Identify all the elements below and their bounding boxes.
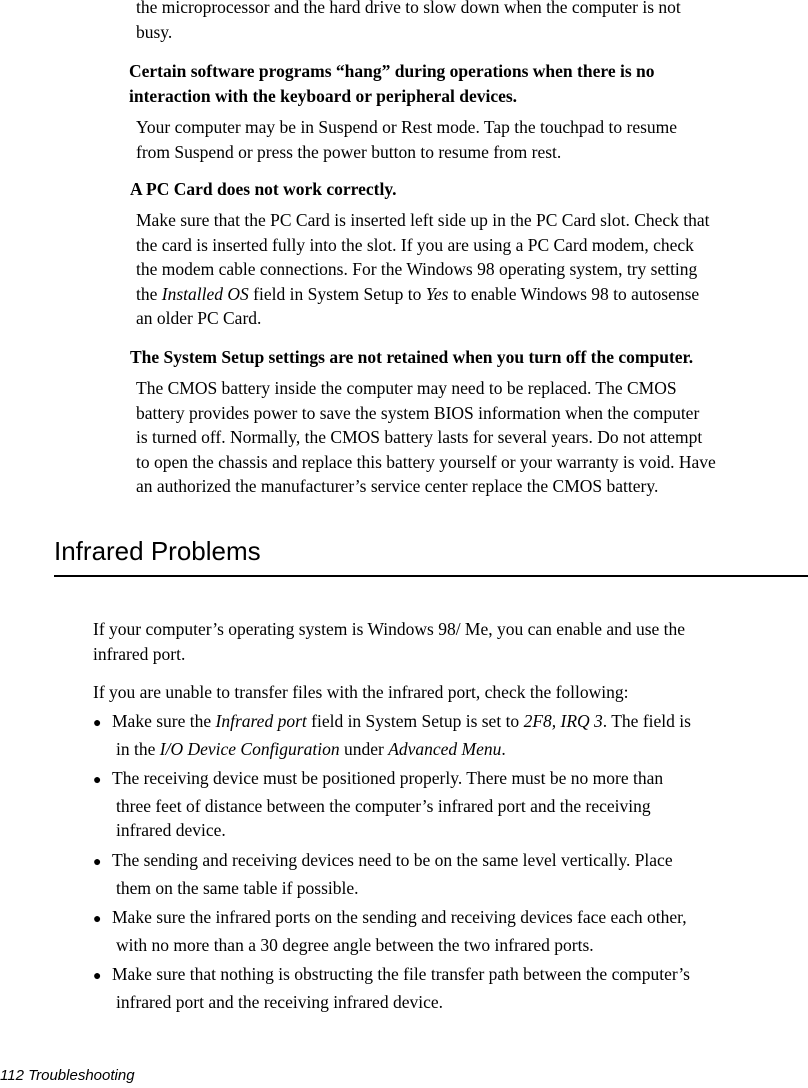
menu-name-advanced: Advanced Menu <box>388 738 502 759</box>
text-run: under <box>339 738 389 759</box>
text-line: infrared port. <box>93 643 186 664</box>
text-line: three feet of distance between the computer’s infrared port and the receiving <box>116 795 651 816</box>
text-line <box>93 709 691 737</box>
text-line: infrared device. <box>116 820 226 840</box>
faq-question-hang <box>129 59 655 108</box>
bullet-dot-icon: ● <box>93 912 102 927</box>
text-run: field in System Setup to <box>248 283 426 304</box>
section-title: Infrared Problems <box>54 536 261 566</box>
text-run: the <box>136 283 162 304</box>
infrared-intro <box>93 617 685 666</box>
list-item <box>93 848 673 900</box>
bullet-dot-icon: ● <box>93 716 102 731</box>
text-line <box>93 737 691 762</box>
question-line: The System Setup settings are not retained when you turn off the computer. <box>130 347 694 367</box>
text-line: infrared port and the receiving infrared device. <box>116 991 443 1012</box>
intro-continuation <box>136 0 681 44</box>
question-line: A PC Card does not work correctly. <box>130 179 397 199</box>
text-line: with no more than a 30 degree angle between the two infrared ports. <box>116 934 594 955</box>
text-run: in the <box>116 738 160 759</box>
faq-answer-pc-card <box>136 208 710 331</box>
answer-line: the card is inserted fully into the slot. If you are using a PC Card modem, check <box>136 234 694 255</box>
text-run: . The field is <box>602 711 691 731</box>
text-run: The receiving device must be positioned properly. There must be no more than <box>112 768 664 788</box>
faq-answer-system-setup <box>136 376 716 499</box>
infrared-checklist-intro <box>93 680 629 705</box>
list-item <box>93 962 690 1014</box>
list-item <box>93 905 687 957</box>
text-run: Make sure the <box>112 711 216 731</box>
question-line: interaction with the keyboard or peripheral devices. <box>129 85 518 106</box>
text-line <box>93 905 687 933</box>
text-line: If your computer’s operating system is Windows 98/ Me, you can enable and use the <box>93 619 686 639</box>
bullet-dot-icon: ● <box>93 773 102 788</box>
text-run: Make sure the infrared ports on the sending and receiving devices face each other, <box>112 907 687 927</box>
text-line <box>93 766 663 794</box>
text-run: The sending and receiving devices need to be on the same level vertically. Place <box>112 850 673 870</box>
section-divider <box>54 575 808 577</box>
field-value-yes: Yes <box>425 283 449 304</box>
list-item <box>93 766 663 843</box>
text-line <box>93 848 673 876</box>
text-line: busy. <box>136 21 173 42</box>
faq-answer-hang <box>136 115 677 164</box>
field-name-infrared-port: Infrared port <box>215 711 307 731</box>
field-name-installed-os: Installed OS <box>161 283 249 304</box>
menu-name-io-device: I/O Device Configuration <box>159 738 340 759</box>
answer-line <box>136 282 710 307</box>
text-line <box>93 962 690 990</box>
page-footer: 112 Troubleshooting <box>0 1067 135 1084</box>
text-line: them on the same table if possible. <box>116 877 359 898</box>
question-line: Certain software programs “hang” during operations when there is no <box>129 61 655 81</box>
text-run: field in System Setup is set to <box>306 711 524 731</box>
answer-line: Your computer may be in Suspend or Rest mode. Tap the touchpad to resume <box>136 117 678 137</box>
list-item <box>93 709 691 761</box>
answer-line: an authorized the manufacturer’s service center replace the CMOS battery. <box>136 476 659 496</box>
text-run: . <box>501 738 506 759</box>
text-line: the microprocessor and the hard drive to slow down when the computer is not <box>136 0 681 17</box>
answer-line: The CMOS battery inside the computer may need to be replaced. The CMOS <box>136 378 677 398</box>
text-run: Make sure that nothing is obstructing the file transfer path between the computer’s <box>112 964 690 984</box>
answer-line: Make sure that the PC Card is inserted left side up in the PC Card slot. Check that <box>136 210 710 230</box>
answer-line: from Suspend or press the power button to resume from rest. <box>136 141 562 162</box>
text-line: If you are unable to transfer files with the infrared port, check the following: <box>93 682 629 702</box>
answer-line: an older PC Card. <box>136 308 262 328</box>
field-value-irq: 2F8, IRQ 3 <box>523 711 603 731</box>
answer-line: is turned off. Normally, the CMOS battery lasts for several years. Do not attempt <box>136 427 703 447</box>
bullet-dot-icon: ● <box>93 855 102 870</box>
bullet-dot-icon: ● <box>93 969 102 984</box>
faq-question-system-setup <box>130 345 693 370</box>
answer-line: to open the chassis and replace this battery yourself or your warranty is void. Have <box>136 451 716 472</box>
faq-question-pc-card <box>130 177 397 202</box>
answer-line: battery provides power to save the system BIOS information when the computer <box>136 402 700 423</box>
text-run: to enable Windows 98 to autosense <box>448 283 700 304</box>
answer-line: the modem cable connections. For the Windows 98 operating system, try setting <box>136 259 698 279</box>
